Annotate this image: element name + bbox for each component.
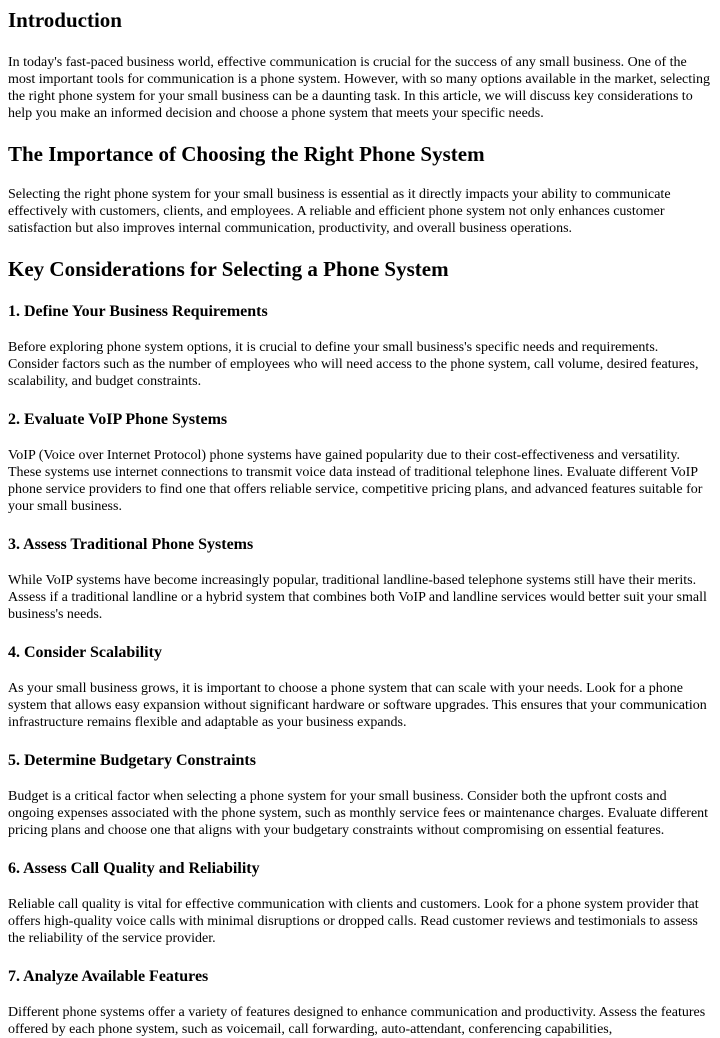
- consideration-heading: 1. Define Your Business Requirements: [8, 303, 268, 320]
- consideration-paragraph: Different phone systems offer a variety of features designed to enhance communication and productivity. Assess the features offered by each phone system, such as voicemail, call forwarding, auto-attendant, conferencing capabilities,: [8, 1005, 706, 1037]
- consideration-section: [8, 302, 712, 390]
- consideration-paragraph: Budget is a critical factor when selecting a phone system for your small business. Consider both the upfront costs and ongoing expenses associated with the phone system, such as monthly service fees or maintenance charges. Evaluate different pricing plans and choose one that aligns with your budgetary constraints without compromising on essential features.: [8, 789, 709, 838]
- consideration-heading: 2. Evaluate VoIP Phone Systems: [8, 411, 228, 428]
- consideration-section: [8, 859, 712, 947]
- consideration-section: [8, 751, 712, 839]
- consideration-paragraph: As your small business grows, it is important to choose a phone system that can scale with your needs. Look for a phone system that allows easy expansion without significant hardware or software upgrades. This ensures that your communication infrastructure remains flexible and adaptable as your business expands.: [8, 681, 707, 730]
- consideration-heading: 7. Analyze Available Features: [8, 968, 209, 985]
- consideration-heading: 5. Determine Budgetary Constraints: [8, 752, 256, 769]
- consideration-section: [8, 967, 712, 1038]
- consideration-heading: 4. Consider Scalability: [8, 644, 162, 661]
- consideration-heading: 6. Assess Call Quality and Reliability: [8, 860, 260, 877]
- consideration-section: [8, 410, 712, 515]
- importance-heading: The Importance of Choosing the Right Phone System: [8, 142, 485, 166]
- introduction-paragraph: In today's fast-paced business world, effective communication is crucial for the success of any small business. One of the most important tools for communication is a phone system. However, with so many options available in the market, selecting the right phone system for your small business can be a daunting task. In this article, we will discuss key considerations to help you make an informed decision and choose a phone system that meets your specific needs.: [8, 55, 711, 121]
- consideration-paragraph: VoIP (Voice over Internet Protocol) phone systems have gained popularity due to their cost-effectiveness and versatility. These systems use internet connections to transmit voice data instead of traditional telephone lines. Evaluate different VoIP phone service providers to find one that offers reliable service, competitive pricing plans, and advanced features suitable for your small business.: [8, 448, 703, 514]
- consideration-section: [8, 643, 712, 731]
- consideration-paragraph: While VoIP systems have become increasingly popular, traditional landline-based telephone systems still have their merits. Assess if a traditional landline or a hybrid system that combines both VoIP and landline services would better suit your small business's needs.: [8, 573, 707, 622]
- consideration-section: [8, 535, 712, 623]
- introduction-heading: Introduction: [8, 8, 122, 32]
- consideration-heading: 3. Assess Traditional Phone Systems: [8, 536, 254, 553]
- consideration-paragraph: Reliable call quality is vital for effective communication with clients and customers. Look for a phone system provider that offers high-quality voice calls with minimal disruptions or dropped calls. Read customer reviews and testimonials to assess the reliability of the service provider.: [8, 897, 699, 946]
- key-considerations-heading: Key Considerations for Selecting a Phone System: [8, 257, 449, 281]
- consideration-paragraph: Before exploring phone system options, it is crucial to define your small business's specific needs and requirements. Consider factors such as the number of employees who will need access to the phone system, call volume, desired features, scalability, and budget constraints.: [8, 340, 699, 389]
- article: [0, 8, 720, 1038]
- importance-paragraph: Selecting the right phone system for your small business is essential as it directly impacts your ability to communicate effectively with customers, clients, and employees. A reliable and efficient phone system not only enhances customer satisfaction but also improves internal communication, productivity, and overall business operations.: [8, 187, 671, 236]
